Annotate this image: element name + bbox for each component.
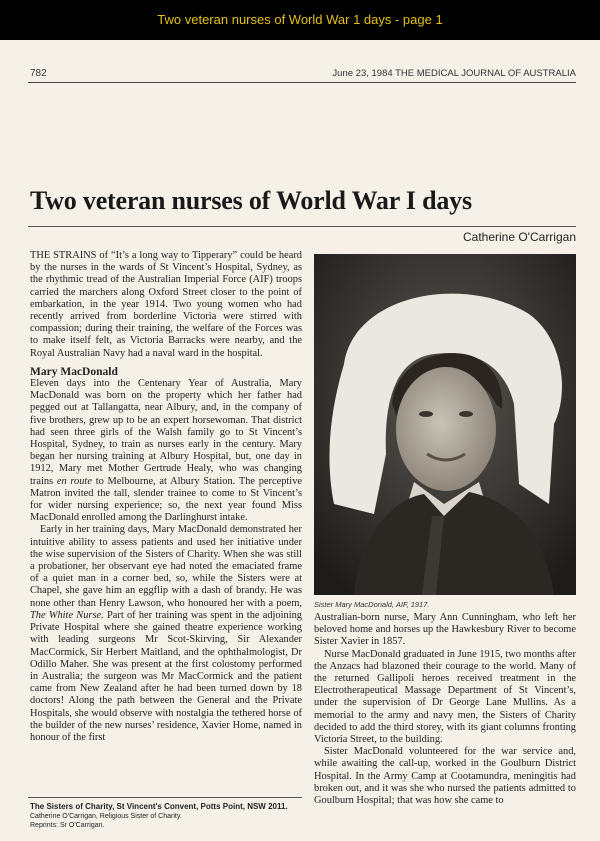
footer-affiliation: The Sisters of Charity, St Vincent's Convent, Potts Point, NSW 2011. [30,802,288,811]
banner-title: Two veteran nurses of World War 1 days - page 1 [0,0,600,40]
right-paragraph-1: Australian-born nurse, Mary Ann Cunningham, who left her beloved home and horses up the Hawkesbury River to become Sister Xavier in 1857. [314,612,576,648]
photo-caption: Sister Mary MacDonald, AIF, 1917. [314,600,430,609]
section-heading: Mary MacDonald [30,365,118,378]
article-title: Two veteran nurses of World War I days [30,186,472,215]
article-author: Catherine O'Carrigan [462,230,576,244]
title-rule [28,226,576,227]
right-column [314,612,576,807]
header-rule [28,82,576,83]
footer-rule [28,797,302,798]
right-paragraph-3: Sister MacDonald volunteered for the war service and, while awaiting the call-up, worked in the Goulburn District Hospital. In the Army Camp at Cootamundra, meningitis had broken out, and it was she who nursed the patients admitted to Goulburn Hospital; that was how she came to [314,746,576,807]
journal-header: June 23, 1984 THE MEDICAL JOURNAL OF AUSTRALIA [332,68,576,79]
footer-author: Catherine O'Carrigan, Religious Sister of Charity. [30,813,182,820]
right-paragraph-2: Nurse MacDonald graduated in June 1915, two months after the Anzacs had blazoned their courage to the world. Many of the returned Gallipoli heroes received treatment in the Electrotherapeutical Massage Department of St Vincent’s, under the supervision of Dr George Lane Mullins. As a memorial to the army and navy men, the Sisters of Charity decided to add the third storey, with its giant columns fronting Victoria Street, to the building. [314,648,576,746]
intro-paragraph: THE STRAINS of “It’s a long way to Tipperary” could be heard by the nurses in the wards of St Vincent’s Hospital, Sydney, as the rhythmic tread of the Australian Imperial Force (AIF) troops carried the marchers along Oxford Street closer to the point of embarkation, in the year 1914. Two young women who had recently arrived from borderline Victoria were stirred with compassion; during their training, the welfare of the Forces was to make itself felt, as Victoria Barracks were nearby, and the Royal Australian Navy had a naval ward in the hospital. [30,250,302,359]
footer-reprints: Reprints: Sr O'Carrigan. [30,822,105,829]
portrait-photo [314,254,576,595]
page-number: 782 [30,68,47,79]
paragraph-2: Eleven days into the Centenary Year of Australia, Mary MacDonald was born on the property which her father had pegged out at Tallangatta, near Albury, and, in the company of five brothers, grew up to be an expert horsewoman. That district had seen three girls of the Walsh family go to St Vincent’s Hospital, Sydney, to train as nurses early in the century. Mary began her nursing training at Albury Hospital, but, one day in 1912, Mary met Mother Gertrude Healy, who was changing trains en route to Melbourne, at Albury Station. The perceptive Matron invited the tall, slender trainee to come to St Vincent’s for wider nursing experience; so, the next year found Miss MacDonald enrolled among the Darlinghurst intake. [30,378,303,524]
portrait-image [314,254,576,595]
paragraph-3: Early in her training days, Mary MacDonald demonstrated her intuitive ability to assess patients and used her initiative under the wise supervision of the Sisters of Charity. When she was still a probationer, her observant eye had noted the emaciated frame of a quiet man in a corner bed, so, while the Sisters were at Chapel, she gave him an eggflip with a dash of brandy. He was none other than Henry Lawson, who honoured her with a poem, The White Nurse. Part of her training was spent in the adjoining Private Hospital where she gained theatre experience working with leading surgeons Mr Scot-Skirving, Sir Alexander MacCormick, Sir Herbert Maitland, and the ophthalmologist, Dr Odillo Maher. She was present at the first colostomy performed in Australia; the surgeon was Mr MacCormick and the patient came from New Zealand after he had been turned down by 18 doctors! Along the path between the General and the Private Hospitals, she would observe with nostalgia the tethered horse of the builder of the new nurses’ residence, Xavier Home, named in honour of the first [30,524,302,743]
left-column [30,250,302,744]
